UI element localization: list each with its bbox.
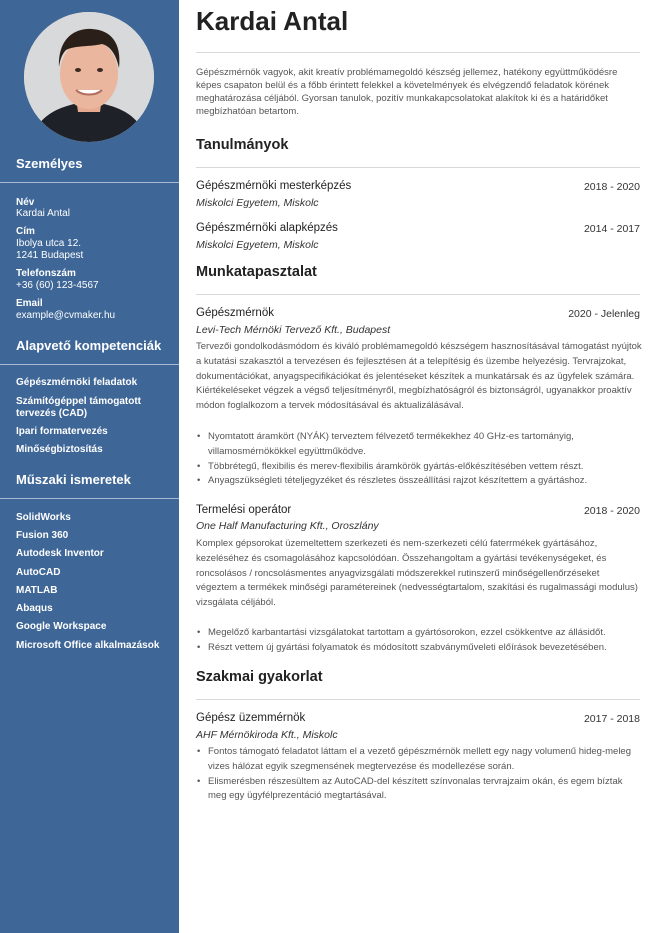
profile-summary: Gépészmérnök vagyok, akit kreatív problémamegoldó készség jellemez, hatékony együttműködésre képes csapaton belül és a főbb érintett felekkel a követelmények és elvégzendő feladatok körének meghatározása céljából. Gyorsan tanulok, pozitív munkakapcsolatokat alakítok ki és a határidőket megbízhatóan betartom. bbox=[196, 67, 618, 117]
name-divider bbox=[196, 52, 640, 53]
job-role: Termelési operátor bbox=[196, 504, 292, 516]
phone-value: +36 (60) 123-4567 bbox=[16, 280, 99, 291]
personal-divider bbox=[0, 182, 179, 183]
technical-skill-item: AutoCAD bbox=[16, 567, 61, 578]
technical-skill-item: Abaqus bbox=[16, 603, 53, 614]
list-item: • Nyomtatott áramkört (NYÁK) terveztem félvezető termékekhez 40 GHz-es tartományig, villamosmérnökökkel együttműködve. bbox=[196, 430, 642, 460]
education-divider bbox=[196, 167, 640, 168]
job-achievements-list bbox=[196, 430, 642, 489]
list-item: • Anyagszükségleti tételjegyzéket és részletes összeállítási rajzot készítettem a gyártáshoz. bbox=[196, 474, 642, 489]
job-company: Levi-Tech Mérnöki Tervező Kft., Budapest bbox=[196, 324, 391, 336]
job-dates: 2020 - Jelenleg bbox=[568, 308, 640, 320]
technical-divider bbox=[0, 498, 179, 499]
competencies-section-title: Alapvető kompetenciák bbox=[16, 338, 162, 353]
person-avatar-icon bbox=[24, 12, 154, 142]
experience-divider bbox=[196, 294, 640, 295]
competency-item: Gépészmérnöki feladatok bbox=[16, 377, 138, 388]
profile-photo bbox=[24, 12, 154, 142]
technical-skill-item: Autodesk Inventor bbox=[16, 548, 104, 559]
name-label: Név bbox=[16, 197, 35, 208]
education-school: Miskolci Egyetem, Miskolc bbox=[196, 239, 319, 251]
job-achievements-list bbox=[196, 626, 642, 656]
job-description: Komplex gépsorokat üzemeltettem szerkezeti és nem-szerkezeti célú faterrmékek gyártásához, kezeléséhez és csomagolásához kapcsolódóan. Összehangoltam a gyártási tevékenységeket, és roncsolásos / roncsolásmentes anyagvizsgálati módszerekkel rutinszerű minőségellenőrzéseket végeztem a termékek minőségi paramétereinek (nedvességtartalom, szakítási és rugalmassági modulus) vizsgálata céljából. bbox=[196, 538, 638, 609]
job-role: Gépészmérnök bbox=[196, 307, 274, 319]
competency-item: Minőségbiztosítás bbox=[16, 444, 103, 455]
candidate-name: Kardai Antal bbox=[196, 6, 349, 36]
practice-section-title: Szakmai gyakorlat bbox=[196, 669, 323, 685]
education-degree: Gépészmérnöki alapképzés bbox=[196, 222, 338, 234]
competencies-divider bbox=[0, 364, 179, 365]
practice-achievements-list bbox=[196, 745, 642, 804]
education-dates: 2014 - 2017 bbox=[583, 223, 640, 235]
technical-skill-item: MATLAB bbox=[16, 585, 58, 596]
education-degree: Gépészmérnöki mesterképzés bbox=[196, 180, 352, 192]
practice-company: AHF Mérnökiroda Kft., Miskolc bbox=[196, 729, 338, 741]
practice-dates: 2017 - 2018 bbox=[583, 713, 640, 725]
address-line1: Ibolya utca 12. bbox=[16, 238, 82, 249]
sidebar bbox=[0, 0, 179, 933]
list-item: • Fontos támogató feladatot láttam el a vezető gépészmérnök mellett egy nagy volumenű hideg-meleg vizes hálózat egyik szegmensének megtervezése és modellezése során. bbox=[196, 745, 642, 775]
personal-section-title: Személyes bbox=[16, 156, 83, 171]
technical-section-title: Műszaki ismeretek bbox=[16, 472, 131, 487]
competency-item: Számítógéppel támogatott tervezés (CAD) bbox=[16, 396, 142, 419]
address-label: Cím bbox=[16, 226, 35, 237]
list-item: • Többrétegű, flexibilis és merev-flexibilis áramkörök gyártás-előkészítésében vettem részt. bbox=[196, 460, 642, 475]
education-dates: 2018 - 2020 bbox=[583, 181, 640, 193]
job-dates: 2018 - 2020 bbox=[583, 505, 640, 517]
education-section-title: Tanulmányok bbox=[196, 137, 289, 153]
email-label: Email bbox=[16, 298, 43, 309]
education-school: Miskolci Egyetem, Miskolc bbox=[196, 197, 319, 209]
practice-role: Gépész üzemmérnök bbox=[196, 712, 306, 724]
job-description: Tervezői gondolkodásmódom és kiváló problémamegoldó készségem hasznosításával támogatást nyújtok a kutatási szakasztól a tervezésen és fejlesztésen át a telepítésig és üzembe helyezésig. Tervrajzokat, dokumentációkat, anyagspecifikációkat és jelentéseket készítek a munkatársak és az ügyfelek számára. Kiértékeléseket végzek a végső teljesítményről, megbízhatóságról és biztonságról, ugyanakkor proaktív módon foglalkozom a tervek módosításával és aktualizálásával. bbox=[196, 341, 642, 412]
technical-skill-item: SolidWorks bbox=[16, 512, 71, 523]
technical-skill-item: Fusion 360 bbox=[16, 530, 69, 541]
phone-label: Telefonszám bbox=[16, 268, 76, 279]
address-line2: 1241 Budapest bbox=[16, 250, 84, 261]
technical-skill-item: Microsoft Office alkalmazások bbox=[16, 640, 160, 651]
list-item: • Megelőző karbantartási vizsgálatokat tartottam a gyártósorokon, ezzel csökkentve az állásidőt. bbox=[196, 626, 642, 641]
job-company: One Half Manufacturing Kft., Oroszlány bbox=[196, 520, 379, 532]
technical-skill-item: Google Workspace bbox=[16, 621, 107, 632]
competency-item: Ipari formatervezés bbox=[16, 426, 108, 437]
experience-section-title: Munkatapasztalat bbox=[196, 264, 317, 280]
practice-divider bbox=[196, 699, 640, 700]
main-content bbox=[179, 0, 660, 933]
name-value: Kardai Antal bbox=[16, 208, 70, 219]
list-item: • Részt vettem új gyártási folyamatok és módosított szabványműveleti előírások bevezetésében. bbox=[196, 641, 642, 656]
list-item: • Elismerésben részesültem az AutoCAD-del készített színvonalas tervrajzaim okán, és egem bíztak meg egy ügyfélprezentáció megtartásával. bbox=[196, 775, 642, 805]
email-value: example@cvmaker.hu bbox=[16, 310, 116, 321]
